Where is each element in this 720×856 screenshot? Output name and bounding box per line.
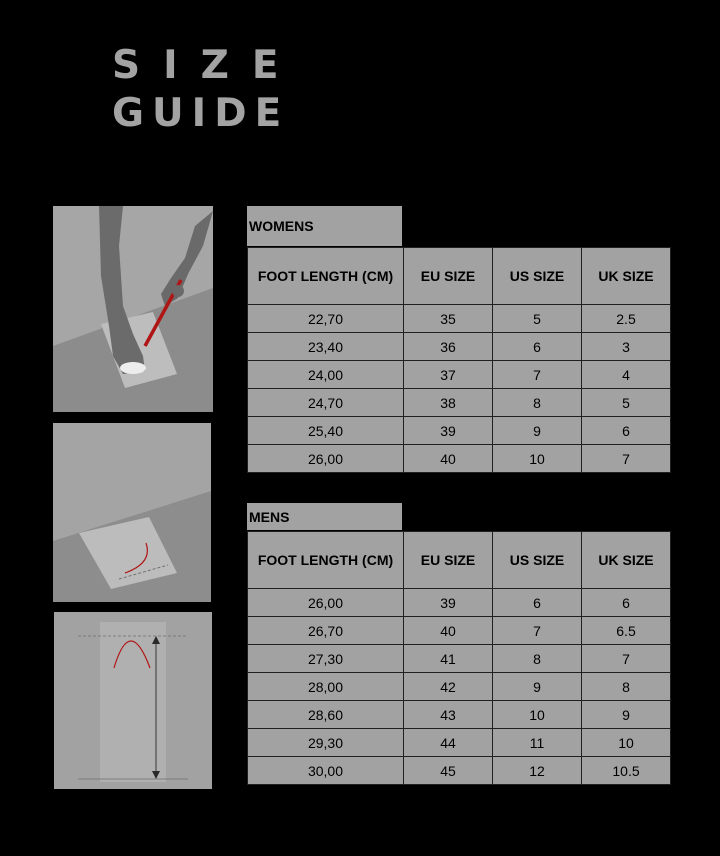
table-row	[248, 757, 671, 785]
foot-length-cell: 24,70	[248, 389, 404, 417]
table-header-row	[248, 248, 671, 305]
foot-length-cell: 27,30	[248, 645, 404, 673]
foot-length-cell: 23,40	[248, 333, 404, 361]
us-size-cell: 8	[493, 389, 582, 417]
table-header-row	[248, 532, 671, 589]
eu-size-cell: 41	[404, 645, 493, 673]
table-row	[248, 333, 671, 361]
foot-length-cell: 30,00	[248, 757, 404, 785]
table-row	[248, 389, 671, 417]
eu-size-cell: 40	[404, 617, 493, 645]
uk-size-cell: 8	[582, 673, 671, 701]
foot-length-cell: 26,00	[248, 589, 404, 617]
foot-length-header: FOOT LENGTH (CM)	[248, 248, 404, 305]
womens-section-label: WOMENS	[247, 206, 402, 246]
eu-size-cell: 38	[404, 389, 493, 417]
mens-section-label: MENS	[247, 503, 402, 530]
eu-size-cell: 39	[404, 589, 493, 617]
eu-size-cell: 43	[404, 701, 493, 729]
eu-size-cell: 45	[404, 757, 493, 785]
eu-size-cell: 39	[404, 417, 493, 445]
foot-length-cell: 24,00	[248, 361, 404, 389]
foot-length-cell: 28,00	[248, 673, 404, 701]
eu-size-header: EU SIZE	[404, 248, 493, 305]
eu-size-cell: 42	[404, 673, 493, 701]
uk-size-cell: 9	[582, 701, 671, 729]
us-size-cell: 7	[493, 361, 582, 389]
us-size-cell: 9	[493, 673, 582, 701]
us-size-cell: 11	[493, 729, 582, 757]
us-size-cell: 10	[493, 445, 582, 473]
uk-size-cell: 3	[582, 333, 671, 361]
uk-size-cell: 4	[582, 361, 671, 389]
us-size-cell: 12	[493, 757, 582, 785]
foot-length-cell: 29,30	[248, 729, 404, 757]
uk-size-cell: 6	[582, 589, 671, 617]
table-row	[248, 445, 671, 473]
foot-length-cell: 25,40	[248, 417, 404, 445]
table-row	[248, 617, 671, 645]
eu-size-cell: 36	[404, 333, 493, 361]
table-row	[248, 645, 671, 673]
paper-with-traced-heel-icon	[53, 423, 211, 602]
uk-size-cell: 2.5	[582, 305, 671, 333]
foot-length-cell: 26,70	[248, 617, 404, 645]
us-size-cell: 7	[493, 617, 582, 645]
us-size-cell: 6	[493, 333, 582, 361]
eu-size-header: EU SIZE	[404, 532, 493, 589]
table-row	[248, 305, 671, 333]
foot-length-measurement-icon	[54, 612, 212, 789]
us-size-cell: 6	[493, 589, 582, 617]
mens-size-table	[247, 531, 671, 785]
eu-size-cell: 40	[404, 445, 493, 473]
table-row	[248, 701, 671, 729]
eu-size-cell: 44	[404, 729, 493, 757]
us-size-cell: 10	[493, 701, 582, 729]
foot-length-cell: 22,70	[248, 305, 404, 333]
page-title	[112, 42, 302, 138]
table-row	[248, 361, 671, 389]
womens-size-table	[247, 247, 671, 473]
us-size-header: US SIZE	[493, 532, 582, 589]
table-row	[248, 589, 671, 617]
uk-size-cell: 10	[582, 729, 671, 757]
us-size-cell: 5	[493, 305, 582, 333]
uk-size-cell: 5	[582, 389, 671, 417]
table-row	[248, 417, 671, 445]
uk-size-cell: 6.5	[582, 617, 671, 645]
foot-length-cell: 26,00	[248, 445, 404, 473]
uk-size-header: UK SIZE	[582, 532, 671, 589]
uk-size-cell: 10.5	[582, 757, 671, 785]
us-size-cell: 8	[493, 645, 582, 673]
eu-size-cell: 37	[404, 361, 493, 389]
title-line-2: GUIDE	[112, 91, 290, 136]
foot-length-header: FOOT LENGTH (CM)	[248, 532, 404, 589]
eu-size-cell: 35	[404, 305, 493, 333]
us-size-header: US SIZE	[493, 248, 582, 305]
uk-size-cell: 7	[582, 445, 671, 473]
foot-length-cell: 28,60	[248, 701, 404, 729]
us-size-cell: 9	[493, 417, 582, 445]
uk-size-cell: 6	[582, 417, 671, 445]
foot-on-paper-trace-icon	[53, 206, 213, 412]
table-row	[248, 729, 671, 757]
uk-size-header: UK SIZE	[582, 248, 671, 305]
title-line-1: SIZE	[112, 43, 302, 88]
table-row	[248, 673, 671, 701]
uk-size-cell: 7	[582, 645, 671, 673]
